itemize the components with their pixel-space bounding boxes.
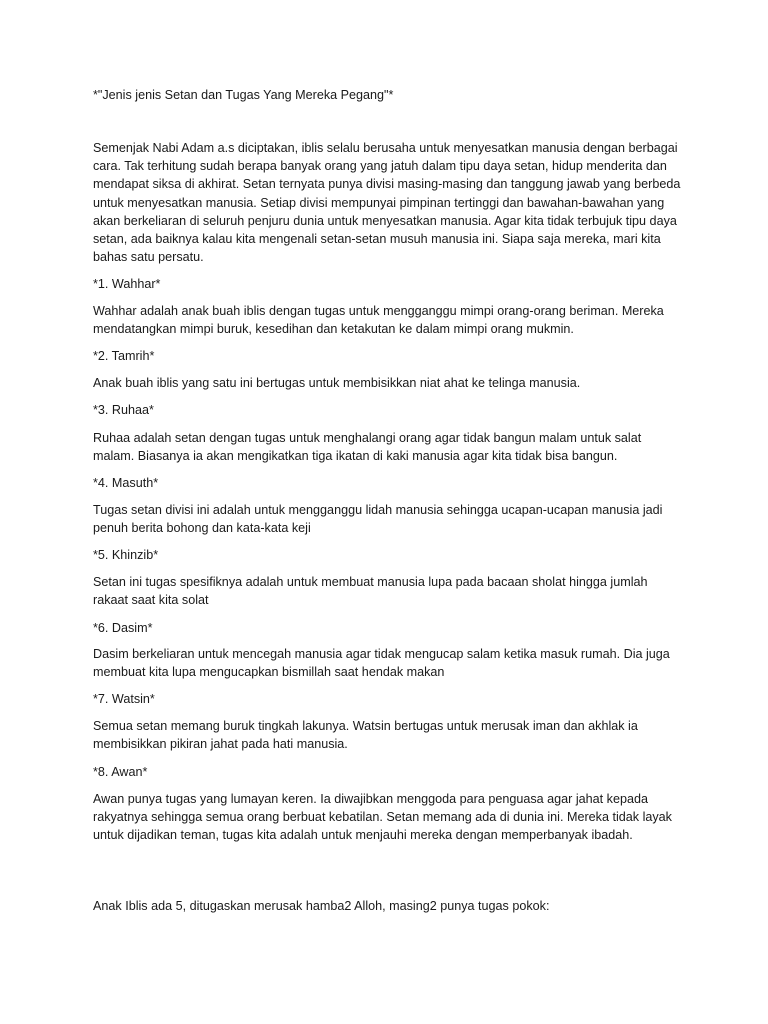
section-body-ruhaa: Ruhaa adalah setan dengan tugas untuk menghalangi orang agar tidak bangun malam untuk salat malam. Biasanya ia akan mengikatkan tiga ikatan di kaki manusia agar kita tidak bisa bangun. bbox=[93, 431, 642, 464]
section-heading-awan: *8. Awan* bbox=[93, 765, 148, 779]
section-body-watsin: Semua setan memang buruk tingkah lakunya. Watsin bertugas untuk merusak iman dan akhlak ia membisikkan pikiran jahat pada hati manusia. bbox=[93, 719, 638, 752]
section-body-tamrih: Anak buah iblis yang satu ini bertugas untuk membisikkan niat ahat ke telinga manusia. bbox=[93, 376, 581, 390]
section-heading-wahhar: *1. Wahhar* bbox=[93, 277, 161, 291]
section-heading-ruhaa: *3. Ruhaa* bbox=[93, 403, 154, 417]
section-body-dasim: Dasim berkeliaran untuk mencegah manusia agar tidak mengucap salam ketika masuk rumah. Dia juga membuat kita lupa mengucapkan bismillah saat hendak makan bbox=[93, 647, 670, 680]
intro-paragraph: Semenjak Nabi Adam a.s diciptakan, iblis selalu berusaha untuk menyesatkan manusia dengan berbagai cara. Tak terhitung sudah berapa banyak orang yang jatuh dalam tipu daya setan, hidup menderita dan mendapat siksa di akhirat. Setan ternyata punya divisi masing-masing dan tanggung jawab yang berbeda untuk menyesatkan manusia. Setiap divisi mempunyai pimpinan tertinggi dan bawahan-bawahan yang akan berkeliaran di seluruh penjuru dunia untuk menyesatkan manusia. Agar kita tidak terbujuk tipu daya setan, ada baiknya kalau kita mengenali setan-setan musuh manusia ini. Siapa saja mereka, mari kita bahas satu persatu. bbox=[93, 141, 681, 265]
section-heading-tamrih: *2. Tamrih* bbox=[93, 349, 155, 363]
section-body-khinzib: Setan ini tugas spesifiknya adalah untuk membuat manusia lupa pada bacaan sholat hingga jumlah rakaat saat kita solat bbox=[93, 575, 648, 608]
document-title: *"Jenis jenis Setan dan Tugas Yang Mereka Pegang"* bbox=[93, 88, 394, 102]
section-heading-masuth: *4. Masuth* bbox=[93, 476, 159, 490]
section-heading-khinzib: *5. Khinzib* bbox=[93, 548, 159, 562]
section-heading-dasim: *6. Dasim* bbox=[93, 621, 153, 635]
section-body-masuth: Tugas setan divisi ini adalah untuk mengganggu lidah manusia sehingga ucapan-ucapan manusia jadi penuh berita bohong dan kata-kata keji bbox=[93, 503, 663, 536]
section-body-wahhar: Wahhar adalah anak buah iblis dengan tugas untuk mengganggu mimpi orang-orang beriman. Mereka mendatangkan mimpi buruk, kesedihan dan ketakutan ke dalam mimpi orang mukmin. bbox=[93, 304, 664, 337]
section-heading-watsin: *7. Watsin* bbox=[93, 692, 155, 706]
section-body-awan: Awan punya tugas yang lumayan keren. Ia diwajibkan menggoda para penguasa agar jahat kepada rakyatnya sehingga semua orang berbuat kebatilan. Setan memang ada di dunia ini. Mereka tidak layak untuk dijadikan teman, tugas kita adalah untuk menjauhi mereka dengan memperbanyak ibadah. bbox=[93, 792, 672, 843]
closing-paragraph: Anak Iblis ada 5, ditugaskan merusak hamba2 Alloh, masing2 punya tugas pokok: bbox=[93, 899, 550, 913]
